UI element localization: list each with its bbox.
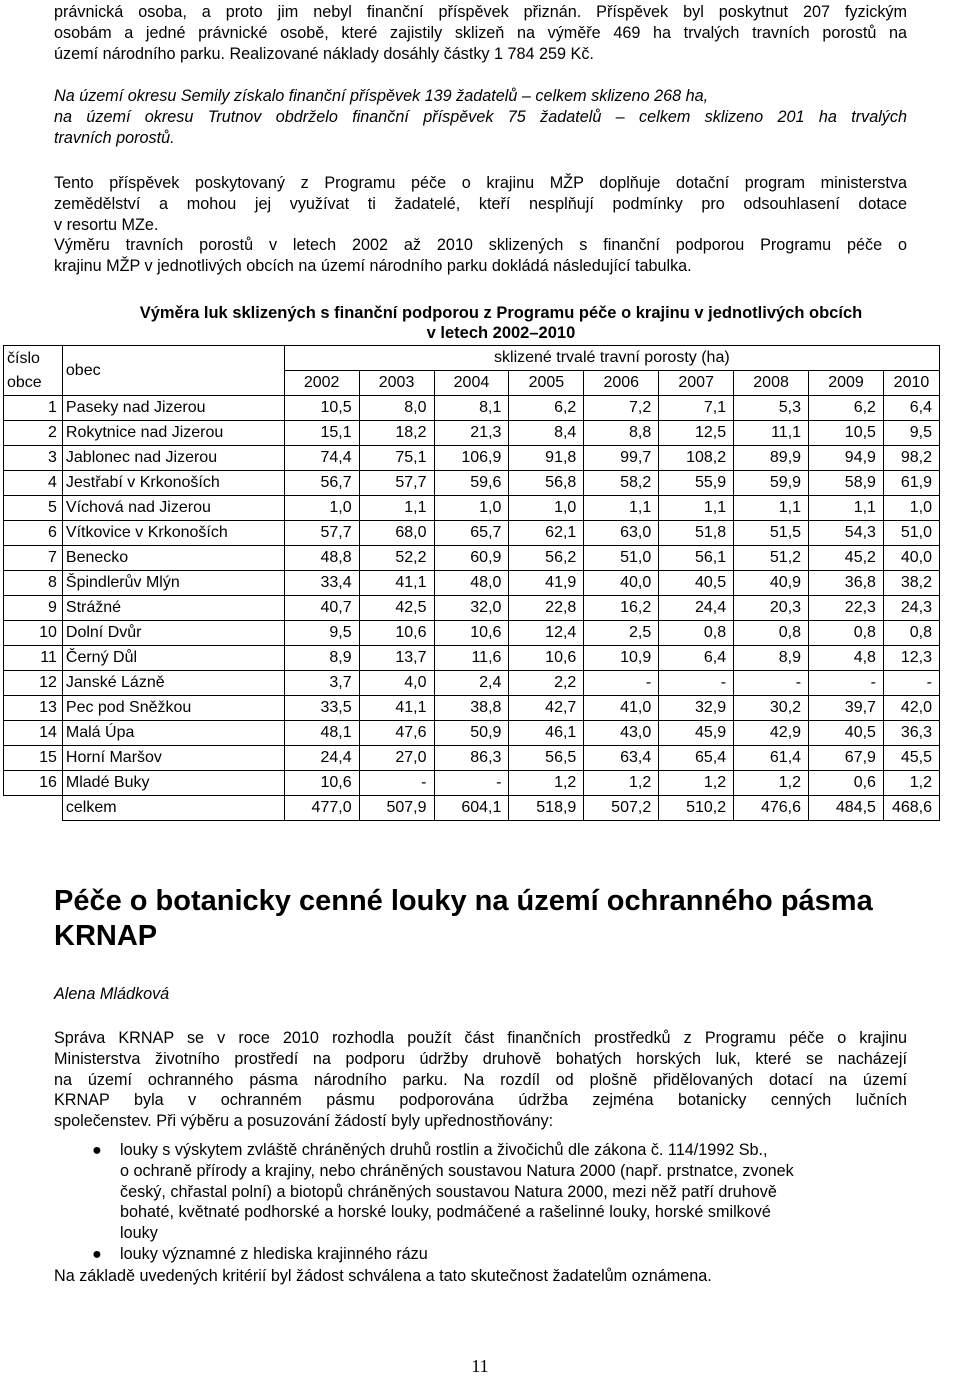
- municipality-number: 9: [4, 596, 63, 621]
- area-value: 40,7: [284, 596, 359, 621]
- municipality-number: 3: [4, 446, 63, 471]
- area-value: 45,9: [659, 721, 734, 746]
- area-value: 8,9: [734, 646, 809, 671]
- municipality-name: Strážné: [62, 596, 284, 621]
- area-value: -: [434, 771, 509, 796]
- text-line: osobám a jedné právnické osobě, které zajistily sklizeň na výměře 469 ha trvalých travních porostů na: [54, 23, 907, 42]
- total-label: celkem: [62, 796, 284, 821]
- municipality-number: 8: [4, 571, 63, 596]
- text-line: travních porostů.: [54, 128, 175, 147]
- municipality-name: Malá Úpa: [62, 721, 284, 746]
- section-heading: Péče o botanicky cenné louky na území ochranného pásma KRNAP: [54, 885, 873, 952]
- total-value: 507,2: [584, 796, 659, 821]
- area-value: 22,3: [809, 596, 884, 621]
- area-value: 10,6: [284, 771, 359, 796]
- total-value: 510,2: [659, 796, 734, 821]
- municipality-number: 11: [4, 646, 63, 671]
- area-value: 33,4: [284, 571, 359, 596]
- area-value: 6,2: [809, 396, 884, 421]
- area-value: 10,6: [434, 621, 509, 646]
- area-value: 10,6: [509, 646, 584, 671]
- area-value: 89,9: [734, 446, 809, 471]
- table-row: [4, 496, 940, 521]
- area-value: 24,4: [284, 746, 359, 771]
- area-value: 42,0: [883, 696, 939, 721]
- table-row: [4, 721, 940, 746]
- area-value: 9,5: [883, 421, 939, 446]
- area-value: 48,0: [434, 571, 509, 596]
- author-name: Alena Mládková: [54, 985, 170, 1003]
- area-value: 61,9: [883, 471, 939, 496]
- area-value: 59,6: [434, 471, 509, 496]
- area-value: 56,5: [509, 746, 584, 771]
- text-line: Tento příspěvek poskytovaný z Programu péče o krajinu MŽP doplňuje dotační program ministerstva: [54, 174, 907, 192]
- area-value: 1,1: [809, 496, 884, 521]
- area-value: 0,8: [659, 621, 734, 646]
- area-value: 1,2: [509, 771, 584, 796]
- area-value: 36,8: [809, 571, 884, 596]
- area-value: 58,2: [584, 471, 659, 496]
- district-summary-paragraph: [54, 86, 907, 148]
- area-value: 56,1: [659, 546, 734, 571]
- municipality-number: 5: [4, 496, 63, 521]
- area-value: 57,7: [284, 521, 359, 546]
- area-value: -: [659, 671, 734, 696]
- area-value: 40,5: [809, 721, 884, 746]
- area-value: 11,6: [434, 646, 509, 671]
- area-value: 27,0: [359, 746, 434, 771]
- area-value: 51,5: [734, 521, 809, 546]
- text-line: v resortu MZe.: [54, 215, 159, 234]
- harvest-area-table: [3, 300, 940, 821]
- criteria-list: [54, 1140, 907, 1265]
- area-value: 22,8: [509, 596, 584, 621]
- table-row: [4, 646, 940, 671]
- area-value: 0,8: [734, 621, 809, 646]
- municipality-number: 16: [4, 771, 63, 796]
- header-year: 2007: [659, 371, 734, 396]
- area-value: 12,3: [883, 646, 939, 671]
- table-row: [4, 446, 940, 471]
- area-value: 47,6: [359, 721, 434, 746]
- area-value: 41,1: [359, 571, 434, 596]
- total-value: 468,6: [883, 796, 939, 821]
- municipality-number: 7: [4, 546, 63, 571]
- area-value: 4,0: [359, 671, 434, 696]
- area-value: 10,5: [284, 396, 359, 421]
- area-value: -: [584, 671, 659, 696]
- municipality-number: 6: [4, 521, 63, 546]
- header-harvested-grassland: sklizené trvalé travní porosty (ha): [284, 346, 939, 371]
- table-row: [4, 746, 940, 771]
- area-value: 86,3: [434, 746, 509, 771]
- municipality-name: Pec pod Sněžkou: [62, 696, 284, 721]
- table-total-row: [4, 796, 940, 821]
- area-value: 2,2: [509, 671, 584, 696]
- area-value: 1,1: [734, 496, 809, 521]
- area-value: 15,1: [284, 421, 359, 446]
- area-value: 43,0: [584, 721, 659, 746]
- area-value: 60,9: [434, 546, 509, 571]
- municipality-number: 4: [4, 471, 63, 496]
- area-value: 7,1: [659, 396, 734, 421]
- municipality-number: 14: [4, 721, 63, 746]
- area-value: 1,2: [584, 771, 659, 796]
- area-value: 2,4: [434, 671, 509, 696]
- table-title-row: [4, 300, 940, 346]
- text-line: Výměru travních porostů v letech 2002 až 2010 sklizených s finanční podporou Programu péče o: [54, 236, 907, 255]
- table-row: [4, 771, 940, 796]
- area-value: 42,7: [509, 696, 584, 721]
- area-value: 1,0: [883, 496, 939, 521]
- program-paragraph: [54, 173, 907, 277]
- municipality-name: Benecko: [62, 546, 284, 571]
- area-value: 1,1: [584, 496, 659, 521]
- municipality-name: Jablonec nad Jizerou: [62, 446, 284, 471]
- area-value: 2,5: [584, 621, 659, 646]
- text-line: Na území okresu Semily získalo finanční příspěvek 139 žadatelů – celkem sklizeno 268 ha,: [54, 87, 709, 105]
- municipality-name: Dolní Dvůr: [62, 621, 284, 646]
- municipality-number: 15: [4, 746, 63, 771]
- municipality-number: 13: [4, 696, 63, 721]
- area-value: 65,7: [434, 521, 509, 546]
- area-value: 8,4: [509, 421, 584, 446]
- area-value: 91,8: [509, 446, 584, 471]
- area-value: 98,2: [883, 446, 939, 471]
- area-value: 0,6: [809, 771, 884, 796]
- area-value: 106,9: [434, 446, 509, 471]
- area-value: 9,5: [284, 621, 359, 646]
- area-value: 1,1: [659, 496, 734, 521]
- area-value: 52,2: [359, 546, 434, 571]
- list-item: ● louky s výskytem zvláště chráněných druhů rostlin a živočichů dle zákona č. 114/1992 Sb., o ochraně přírody a krajiny, nebo chráněných soustavou Natura 2000 (např. prstnatce, zvonek český, chřastal polní) a biotopů chráněných soustavou Natura 2000, mezi něž patří druhově bohaté, květnaté podhorské a horské louky, podmáčené a rašelinné louky, horské smilkové louky: [92, 1141, 794, 1243]
- table-title-line: Výměra luk sklizených s finanční podporou z Programu péče o krajinu v jednotlivých obcích: [139, 304, 863, 322]
- municipality-name: Horní Maršov: [62, 746, 284, 771]
- municipality-name: Mladé Buky: [62, 771, 284, 796]
- area-value: 8,1: [434, 396, 509, 421]
- table-row: [4, 396, 940, 421]
- area-value: 51,0: [883, 521, 939, 546]
- table-row: [4, 571, 940, 596]
- municipality-number: 10: [4, 621, 63, 646]
- text-line: krajinu MŽP v jednotlivých obcích na území národního parku dokládá následující tabulka.: [54, 257, 692, 276]
- text-line: KRNAP byla v ochranném pásmu podporována údržba zejména botanicky cenných lučních: [54, 1091, 907, 1110]
- table-title: [62, 300, 939, 346]
- area-value: 8,9: [284, 646, 359, 671]
- table-row: [4, 596, 940, 621]
- area-value: 12,5: [659, 421, 734, 446]
- municipality-name: Paseky nad Jizerou: [62, 396, 284, 421]
- area-value: 4,8: [809, 646, 884, 671]
- intro-paragraph: [54, 2, 907, 64]
- text-line: území národního parku. Realizované náklady dosáhly částky 1 784 259 Kč.: [54, 44, 594, 63]
- text-line: právnická osoba, a proto jim nebyl finanční příspěvek přiznán. Příspěvek byl poskytnut 207 fyzickým: [54, 3, 907, 21]
- area-value: 10,6: [359, 621, 434, 646]
- area-value: 51,0: [584, 546, 659, 571]
- header-year: 2006: [584, 371, 659, 396]
- header-year: 2009: [809, 371, 884, 396]
- area-value: 10,5: [809, 421, 884, 446]
- area-value: 36,3: [883, 721, 939, 746]
- area-value: 0,8: [883, 621, 939, 646]
- area-value: 68,0: [359, 521, 434, 546]
- table-row: [4, 546, 940, 571]
- area-value: 67,9: [809, 746, 884, 771]
- area-value: 41,9: [509, 571, 584, 596]
- text-line: Ministerstva životního prostředí na podporu údržby druhově bohatých horských luk, které se nacházejí: [54, 1049, 907, 1068]
- area-value: 32,9: [659, 696, 734, 721]
- area-value: 13,7: [359, 646, 434, 671]
- total-value: 484,5: [809, 796, 884, 821]
- area-value: 6,4: [883, 396, 939, 421]
- area-value: 5,3: [734, 396, 809, 421]
- header-year: 2008: [734, 371, 809, 396]
- text-line: Správa KRNAP se v roce 2010 rozhodla použít část finančních prostředků z Programu péče o krajinu: [54, 1029, 907, 1047]
- area-value: 38,2: [883, 571, 939, 596]
- area-value: -: [809, 671, 884, 696]
- area-value: 56,8: [509, 471, 584, 496]
- municipality-name: Janské Lázně: [62, 671, 284, 696]
- municipality-name: Víchová nad Jizerou: [62, 496, 284, 521]
- header-year: 2010: [883, 371, 939, 396]
- total-value: 477,0: [284, 796, 359, 821]
- page-number: 11: [471, 1356, 489, 1376]
- total-value: 507,9: [359, 796, 434, 821]
- area-value: 33,5: [284, 696, 359, 721]
- area-value: 108,2: [659, 446, 734, 471]
- header-municipality-number: číslo obce: [4, 346, 63, 396]
- area-value: 1,2: [659, 771, 734, 796]
- table-row: [4, 471, 940, 496]
- table-header-row: [4, 346, 940, 371]
- header-year: 2003: [359, 371, 434, 396]
- area-value: 39,7: [809, 696, 884, 721]
- area-value: 63,4: [584, 746, 659, 771]
- list-item: ● louky významné z hlediska krajinného rázu: [92, 1244, 428, 1263]
- area-value: 51,2: [734, 546, 809, 571]
- municipality-number: 1: [4, 396, 63, 421]
- area-value: 51,8: [659, 521, 734, 546]
- area-value: 1,0: [284, 496, 359, 521]
- header-year: 2004: [434, 371, 509, 396]
- table-row: [4, 421, 940, 446]
- area-value: 42,9: [734, 721, 809, 746]
- area-value: 56,2: [509, 546, 584, 571]
- area-value: 1,0: [509, 496, 584, 521]
- area-value: 57,7: [359, 471, 434, 496]
- area-value: -: [734, 671, 809, 696]
- area-value: 24,4: [659, 596, 734, 621]
- table-row: [4, 671, 940, 696]
- municipality-name: Vítkovice v Krkonoších: [62, 521, 284, 546]
- text-line: na území okresu Trutnov obdrželo finanční příspěvek 75 žadatelů – celkem sklizeno 201 ha trvalých: [54, 107, 907, 126]
- section-paragraph: [54, 1028, 907, 1132]
- area-value: 24,3: [883, 596, 939, 621]
- area-value: 50,9: [434, 721, 509, 746]
- bullet-icon: ●: [92, 1244, 102, 1263]
- area-value: 63,0: [584, 521, 659, 546]
- table-title-line: v letech 2002–2010: [426, 324, 576, 342]
- municipality-name: Špindlerův Mlýn: [62, 571, 284, 596]
- header-year: 2002: [284, 371, 359, 396]
- area-value: 6,2: [509, 396, 584, 421]
- area-value: 32,0: [434, 596, 509, 621]
- area-value: 40,5: [659, 571, 734, 596]
- area-value: 75,1: [359, 446, 434, 471]
- area-value: 48,8: [284, 546, 359, 571]
- area-value: 3,7: [284, 671, 359, 696]
- area-value: -: [883, 671, 939, 696]
- area-value: 1,2: [883, 771, 939, 796]
- area-value: 8,8: [584, 421, 659, 446]
- area-value: 56,7: [284, 471, 359, 496]
- area-value: 11,1: [734, 421, 809, 446]
- area-value: 6,4: [659, 646, 734, 671]
- area-value: 38,8: [434, 696, 509, 721]
- area-value: 1,0: [434, 496, 509, 521]
- area-value: 0,8: [809, 621, 884, 646]
- area-value: 99,7: [584, 446, 659, 471]
- area-value: 41,1: [359, 696, 434, 721]
- area-value: 21,3: [434, 421, 509, 446]
- closing-paragraph: Na základě uvedených kritérií byl žádost schválena a tato skutečnost žadatelům oznámena.: [54, 1267, 712, 1285]
- area-value: 59,9: [734, 471, 809, 496]
- area-value: 1,2: [734, 771, 809, 796]
- text-line: na území ochranného pásma národního parku. Na rozdíl od plošně přidělovaných dotací na území: [54, 1070, 907, 1089]
- area-value: 40,0: [584, 571, 659, 596]
- area-value: 42,5: [359, 596, 434, 621]
- area-value: 41,0: [584, 696, 659, 721]
- area-value: 18,2: [359, 421, 434, 446]
- area-value: 30,2: [734, 696, 809, 721]
- text-line: zemědělství a mohou jej využívat ti žadatelé, kteří nesplňují podmínky pro odsouhlasení dotace: [54, 194, 907, 213]
- area-value: 65,4: [659, 746, 734, 771]
- area-value: 10,9: [584, 646, 659, 671]
- area-value: 94,9: [809, 446, 884, 471]
- municipality-name: Jestřabí v Krkonoších: [62, 471, 284, 496]
- area-value: 16,2: [584, 596, 659, 621]
- area-value: 45,5: [883, 746, 939, 771]
- header-municipality: obec: [62, 346, 284, 396]
- municipality-name: Rokytnice nad Jizerou: [62, 421, 284, 446]
- area-value: 54,3: [809, 521, 884, 546]
- table-row: [4, 521, 940, 546]
- area-value: 40,9: [734, 571, 809, 596]
- area-value: 74,4: [284, 446, 359, 471]
- area-value: 48,1: [284, 721, 359, 746]
- table-row: [4, 696, 940, 721]
- total-value: 604,1: [434, 796, 509, 821]
- total-value: 518,9: [509, 796, 584, 821]
- area-value: 55,9: [659, 471, 734, 496]
- area-value: -: [359, 771, 434, 796]
- bullet-icon: ●: [92, 1141, 102, 1159]
- area-value: 1,1: [359, 496, 434, 521]
- area-value: 46,1: [509, 721, 584, 746]
- area-value: 20,3: [734, 596, 809, 621]
- area-value: 58,9: [809, 471, 884, 496]
- text-line: společenstev. Při výběru a posuzování žádostí byly upřednostňovány:: [54, 1112, 554, 1131]
- area-value: 8,0: [359, 396, 434, 421]
- area-value: 61,4: [734, 746, 809, 771]
- area-value: 7,2: [584, 396, 659, 421]
- municipality-number: 12: [4, 671, 63, 696]
- area-value: 40,0: [883, 546, 939, 571]
- table-row: [4, 621, 940, 646]
- municipality-name: Černý Důl: [62, 646, 284, 671]
- area-value: 62,1: [509, 521, 584, 546]
- area-value: 12,4: [509, 621, 584, 646]
- area-value: 45,2: [809, 546, 884, 571]
- total-value: 476,6: [734, 796, 809, 821]
- header-year: 2005: [509, 371, 584, 396]
- municipality-number: 2: [4, 421, 63, 446]
